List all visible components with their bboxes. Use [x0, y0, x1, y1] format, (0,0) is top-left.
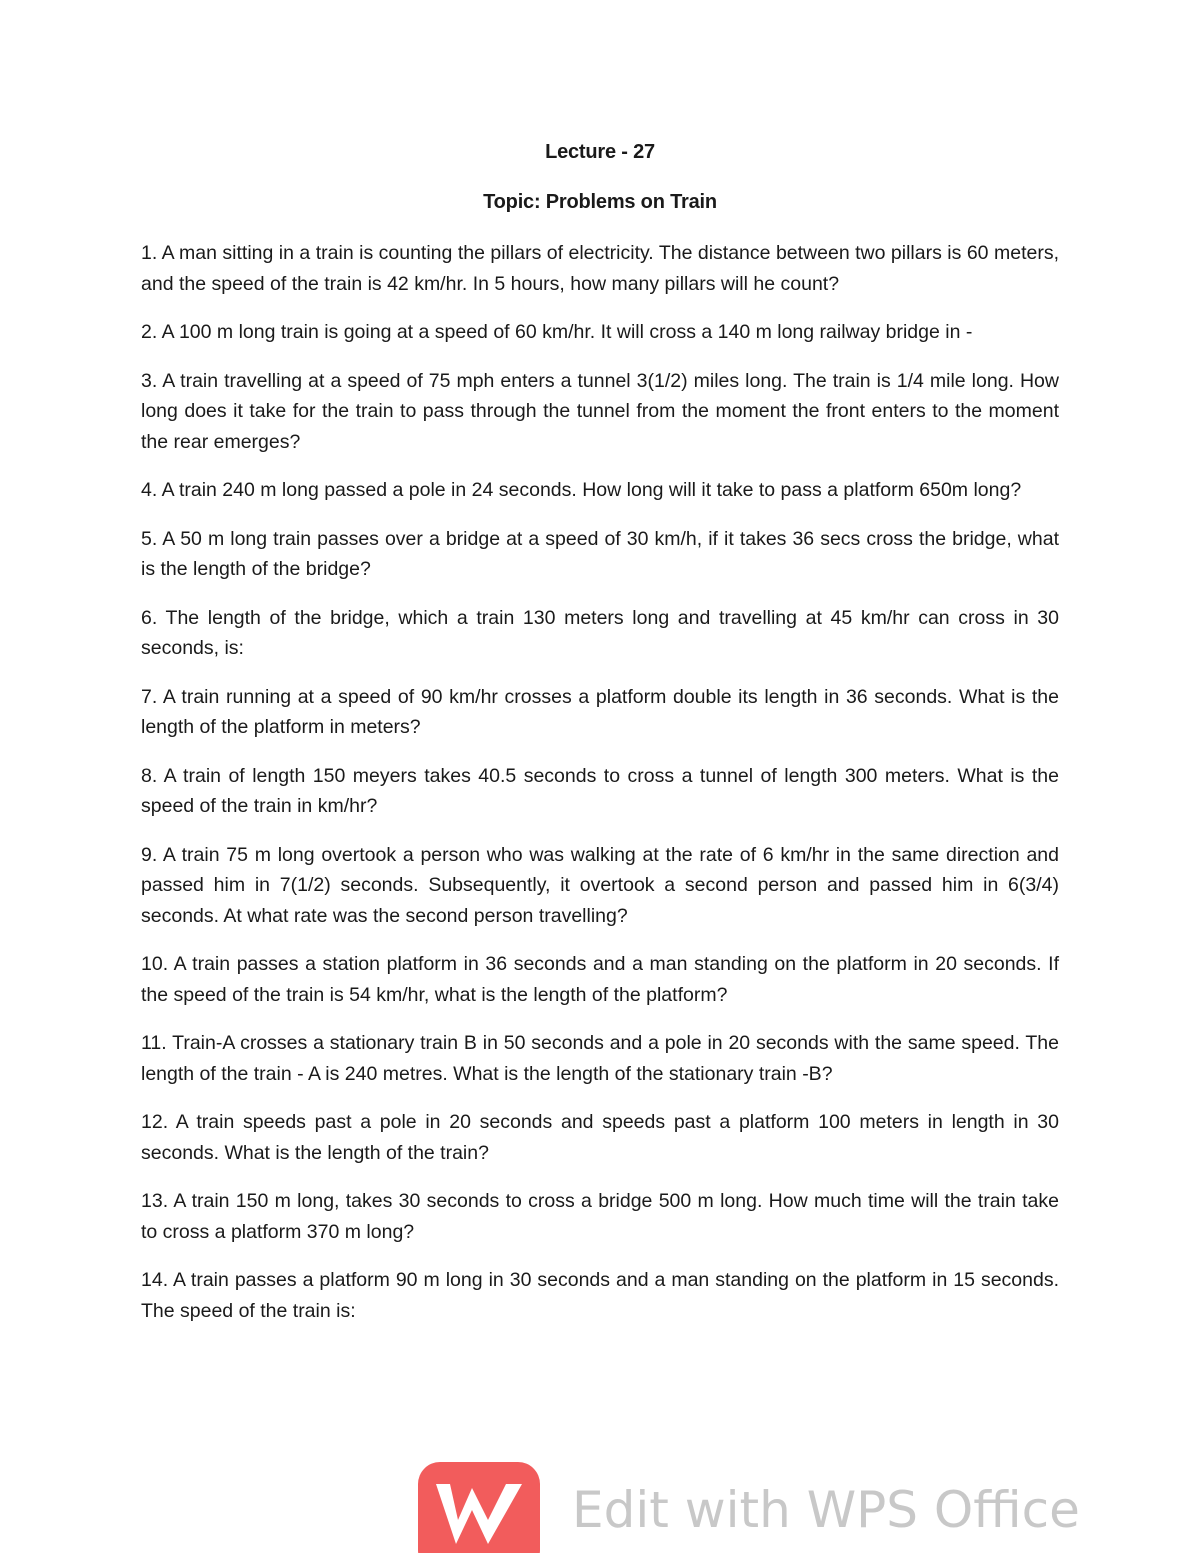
- lecture-title: Lecture - 27: [545, 141, 655, 163]
- question-13: 13. A train 150 m long, takes 30 seconds to cross a bridge 500 m long. How much time will the train take to cross a platform 370 m long?: [141, 1190, 1059, 1243]
- question-10: 10. A train passes a station platform in 36 seconds and a man standing on the platform in 20 seconds. If the speed of the train is 54 km/hr, what is the length of the platform?: [141, 953, 1059, 1006]
- question-11: 11. Train-A crosses a stationary train B in 50 seconds and a pole in 20 seconds with the same speed. The length of the train - A is 240 metres. What is the length of the stationary train -B?: [141, 1032, 1059, 1085]
- topic-title: Topic: Problems on Train: [483, 191, 717, 213]
- question-6: 6. The length of the bridge, which a train 130 meters long and travelling at 45 km/hr can cross in 30 seconds, is:: [141, 606, 1059, 659]
- question-4: 4. A train 240 m long passed a pole in 24 seconds. How long will it take to pass a platform 650m long?: [141, 479, 1022, 501]
- question-2: 2. A 100 m long train is going at a speed of 60 km/hr. It will cross a 140 m long railway bridge in -: [141, 321, 973, 343]
- wps-edit-banner[interactable]: [418, 1462, 1138, 1553]
- question-1: 1. A man sitting in a train is counting the pillars of electricity. The distance between two pillars is 60 meters, and the speed of the train is 42 km/hr. In 5 hours, how many pillars will he count?: [141, 242, 1059, 295]
- wps-office-logo-icon: [418, 1462, 540, 1553]
- question-list: [141, 238, 1059, 1344]
- question-7: 7. A train running at a speed of 90 km/hr crosses a platform double its length in 36 seconds. What is the length of the platform in meters?: [141, 685, 1059, 738]
- question-14: 14. A train passes a platform 90 m long in 30 seconds and a man standing on the platform in 15 seconds. The speed of the train is:: [141, 1269, 1059, 1322]
- question-12: 12. A train speeds past a pole in 20 seconds and speeds past a platform 100 meters in length in 30 seconds. What is the length of the train?: [141, 1111, 1059, 1164]
- edit-with-wps-text: Edit with WPS Office: [572, 1481, 1080, 1539]
- question-9: 9. A train 75 m long overtook a person who was walking at the rate of 6 km/hr in the same direction and passed him in 7(1/2) seconds. Subsequently, it overtook a second person and passed him in 6(3/4) seconds. At what rate was the second person travelling?: [141, 843, 1059, 927]
- question-8: 8. A train of length 150 meyers takes 40.5 seconds to cross a tunnel of length 300 meters. What is the speed of the train in km/hr?: [141, 764, 1059, 817]
- question-3: 3. A train travelling at a speed of 75 mph enters a tunnel 3(1/2) miles long. The train is 1/4 mile long. How long does it take for the train to pass through the tunnel from the moment the front enters to the moment the rear emerges?: [141, 369, 1059, 453]
- question-5: 5. A 50 m long train passes over a bridge at a speed of 30 km/h, if it takes 36 secs cross the bridge, what is the length of the bridge?: [141, 527, 1059, 580]
